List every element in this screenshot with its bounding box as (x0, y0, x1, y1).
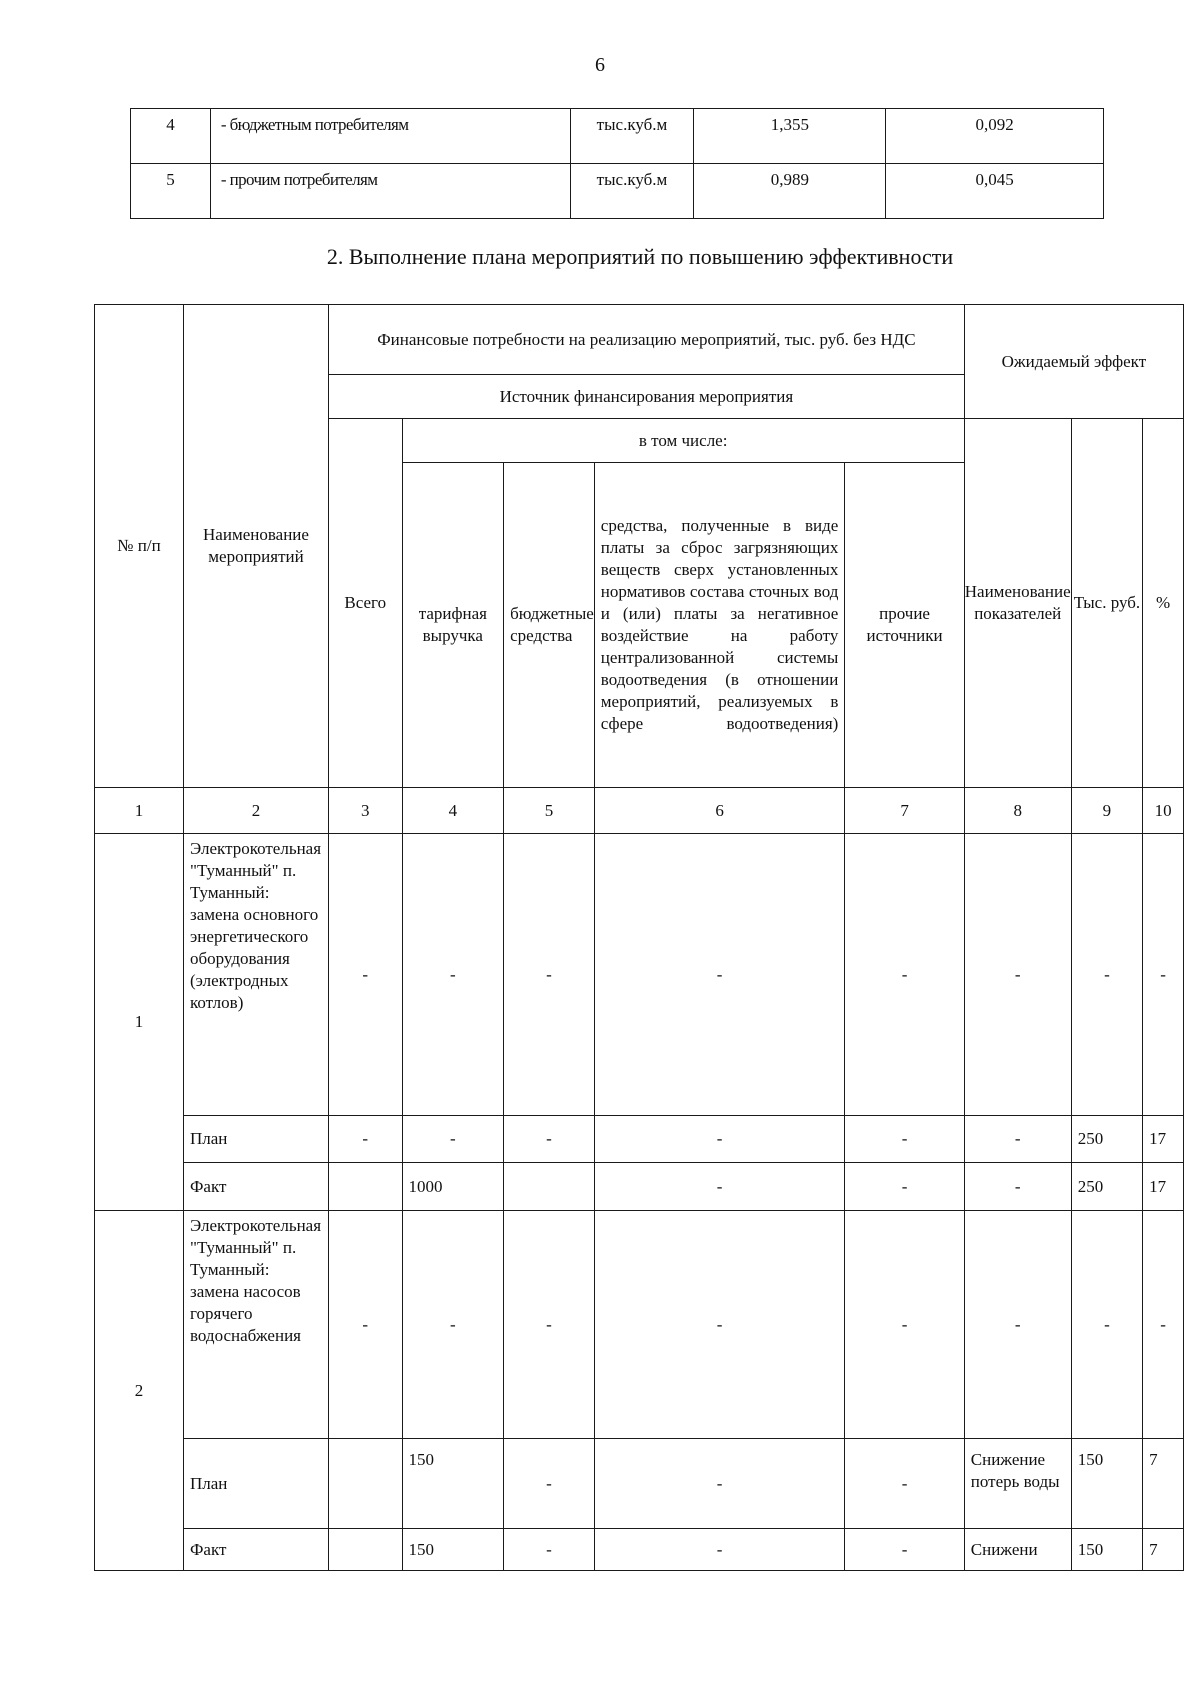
cell: - (1143, 1211, 1184, 1439)
table-row (131, 109, 1104, 164)
cell: 17 (1143, 1163, 1184, 1211)
col-number: 1 (95, 788, 184, 834)
header-including: в том числе: (402, 419, 964, 463)
cell: 150 (1071, 1439, 1142, 1529)
cell: - (504, 1116, 595, 1163)
cell (504, 1163, 595, 1211)
header-thousand-rub: Тыс. руб. (1071, 419, 1142, 788)
cell: - (964, 1116, 1071, 1163)
table-row (95, 1211, 1184, 1439)
page-number: 6 (595, 54, 605, 76)
item-name: Электрокотельная "Туманный" п. Туманный: замена насосов горячего водоснабжения (184, 1211, 329, 1439)
cell: - (504, 1211, 595, 1439)
header-indicator: Наименование показателей (964, 419, 1071, 788)
cell: - (1071, 834, 1142, 1116)
row-number: 5 (131, 164, 211, 219)
item-number: 1 (95, 834, 184, 1211)
plan-label: План (184, 1439, 329, 1529)
header-num: № п/п (95, 305, 184, 788)
cell: 150 (402, 1529, 504, 1571)
item-number: 2 (95, 1211, 184, 1571)
cell (328, 1529, 402, 1571)
header-effect: Ожидаемый эффект (964, 305, 1183, 419)
header-budget: бюджетные средства (504, 463, 595, 788)
header-other: прочие источники (845, 463, 964, 788)
cell: - (1071, 1211, 1142, 1439)
col-number: 6 (594, 788, 845, 834)
col-number: 4 (402, 788, 504, 834)
header-source: Источник финансирования мероприятия (328, 375, 964, 419)
cell: - (594, 834, 845, 1116)
cell: - (845, 1439, 964, 1529)
table-row (95, 1163, 1184, 1211)
cell: 150 (1071, 1529, 1142, 1571)
cell (328, 1439, 402, 1529)
cell: - (964, 1211, 1071, 1439)
table-row (95, 834, 1184, 1116)
cell: - (845, 1163, 964, 1211)
consumption-table (130, 108, 1104, 219)
header-fees: средства, полученные в виде платы за сброс загрязняющих веществ сверх установленных нормативов состава сточных вод и (или) платы за негативное воздействие на работу централизованной системы водоотведения (в отношении мероприятий, реализуемых в сфере водоотведения) (594, 463, 845, 788)
header-total: Всего (328, 419, 402, 788)
cell: - (594, 1211, 845, 1439)
cell: - (1143, 834, 1184, 1116)
cell: - (402, 834, 504, 1116)
cell: - (328, 834, 402, 1116)
header-finance: Финансовые потребности на реализацию мероприятий, тыс. руб. без НДС (328, 305, 964, 375)
cell: 150 (402, 1439, 504, 1529)
header-tariff: тарифная выручка (402, 463, 504, 788)
row-number: 4 (131, 109, 211, 164)
cell: - (504, 1529, 595, 1571)
cell: - (504, 834, 595, 1116)
table-row (95, 1116, 1184, 1163)
column-numbers-row (95, 788, 1184, 834)
measures-table (94, 304, 1184, 1571)
cell: - (328, 1211, 402, 1439)
cell: 1000 (402, 1163, 504, 1211)
cell: 7 (1143, 1439, 1184, 1529)
cell: - (594, 1163, 845, 1211)
row-unit: тыс.куб.м (570, 109, 694, 164)
col-number: 2 (184, 788, 329, 834)
cell: - (594, 1116, 845, 1163)
cell: 250 (1071, 1116, 1142, 1163)
table-row (95, 1439, 1184, 1529)
row-value: 0,092 (886, 109, 1104, 164)
cell: - (402, 1116, 504, 1163)
col-number: 9 (1071, 788, 1142, 834)
col-number: 5 (504, 788, 595, 834)
cell: - (845, 834, 964, 1116)
row-value: 0,989 (694, 164, 886, 219)
cell: - (964, 1163, 1071, 1211)
section-title: 2. Выполнение плана мероприятий по повышению эффективности (326, 244, 954, 269)
cell: - (328, 1116, 402, 1163)
cell: - (594, 1529, 845, 1571)
row-name: - прочим потребителям (210, 164, 570, 219)
row-unit: тыс.куб.м (570, 164, 694, 219)
cell: 250 (1071, 1163, 1142, 1211)
cell: 7 (1143, 1529, 1184, 1571)
row-value: 0,045 (886, 164, 1104, 219)
col-number: 7 (845, 788, 964, 834)
cell: - (504, 1439, 595, 1529)
table-row (95, 1529, 1184, 1571)
cell: Снижение потерь воды (964, 1439, 1071, 1529)
cell: - (845, 1116, 964, 1163)
cell: 17 (1143, 1116, 1184, 1163)
cell: - (845, 1211, 964, 1439)
cell: - (964, 834, 1071, 1116)
fact-label: Факт (184, 1529, 329, 1571)
fact-label: Факт (184, 1163, 329, 1211)
table-row (131, 164, 1104, 219)
col-number: 8 (964, 788, 1071, 834)
col-number: 3 (328, 788, 402, 834)
header-name: Наименование мероприятий (184, 305, 329, 788)
col-number: 10 (1143, 788, 1184, 834)
cell: - (402, 1211, 504, 1439)
header-percent: % (1143, 419, 1184, 788)
cell: - (594, 1439, 845, 1529)
row-name: - бюджетным потребителям (210, 109, 570, 164)
row-value: 1,355 (694, 109, 886, 164)
item-name: Электрокотельная "Туманный" п. Туманный: замена основного энергетического оборудования (электродных котлов) (184, 834, 329, 1116)
cell (328, 1163, 402, 1211)
cell: - (845, 1529, 964, 1571)
plan-label: План (184, 1116, 329, 1163)
cell: Снижени (964, 1529, 1071, 1571)
